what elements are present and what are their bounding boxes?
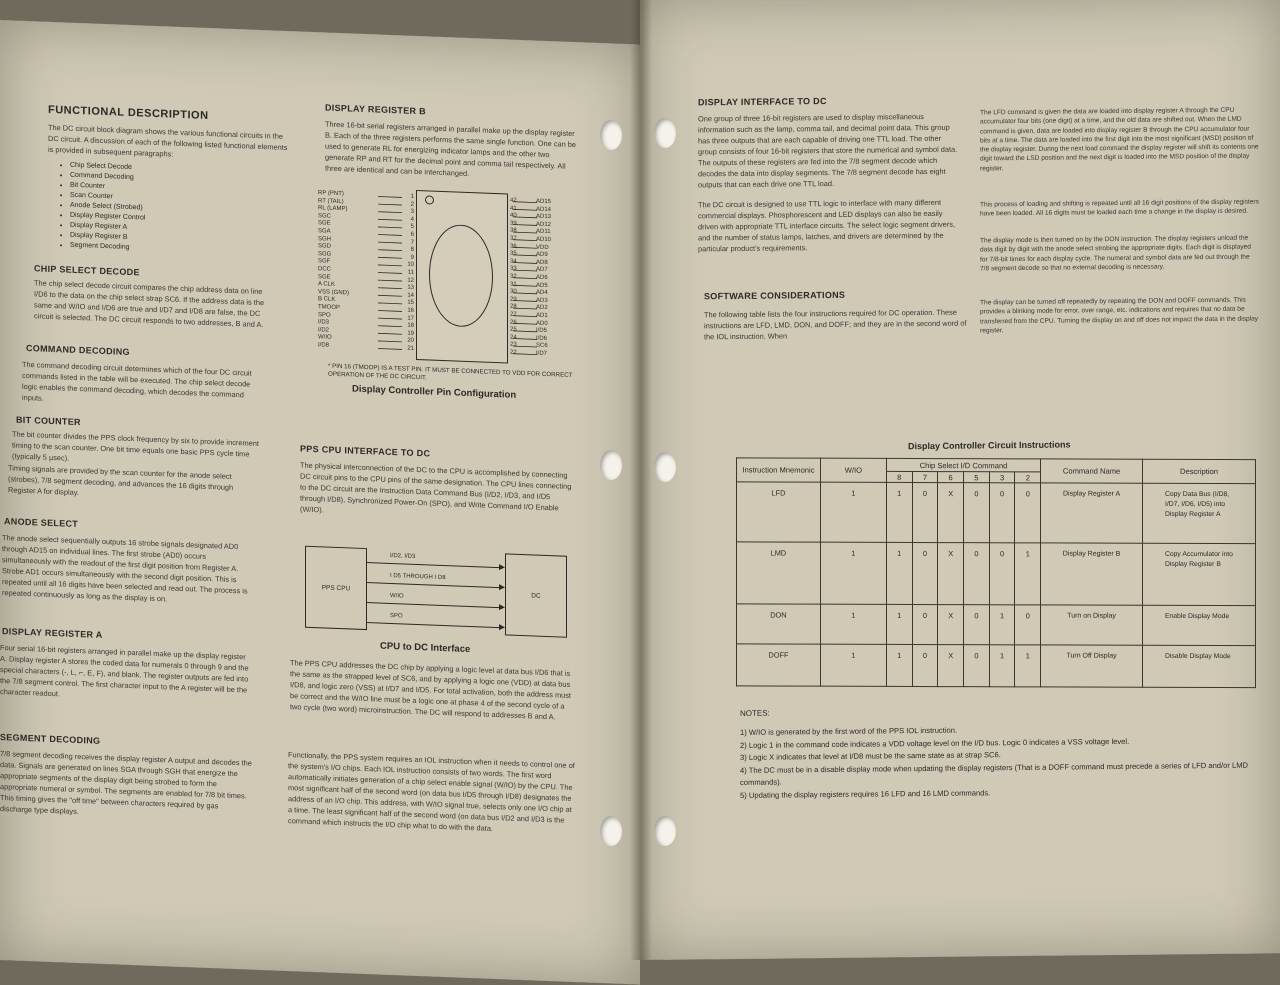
- pin-lead: [378, 257, 402, 258]
- bus-arrow: [366, 582, 499, 588]
- pin-label: AD0: [536, 320, 548, 327]
- display-interface-text: One group of three 16-bit registers are used to display miscellaneous information such as the lamp, comma tail, and decimal point data. This group has three outputs that are each capable of driving one TTL load. The other group consists of four 16-bit registers that store the numerical and symbol data. The outputs of these registers are fed into the 7/8 segment decode which decodes the data into display segments. The 7/8 segment decode has eight outputs that can each drive one TTL load.: [698, 112, 958, 190]
- arrow-head-icon: [499, 604, 505, 610]
- binder-hole-right-1: [654, 118, 676, 148]
- cell-mnemonic: LFD: [737, 482, 821, 542]
- pin-number: 33: [510, 265, 517, 273]
- lfd-description-text-3: The display mode is then turned on by the DON instruction. The display registers unload the data digit by digit with the anode select strobing the appropriate digits. Each digit is displayed for 7/8-bit times for each display cycle. The numeral and symbol data are fed out through the 7/8 segment decode so that no external decoding is necessary.: [980, 234, 1251, 273]
- instructions-table: [736, 457, 1256, 688]
- ic-package: [416, 190, 508, 364]
- pin-number: 2: [410, 201, 414, 208]
- display-register-a-text: Four serial 16-bit registers arranged in parallel make up the display register A. Display register A stores the coded data for numerals 0 through 9 and the special characters (-, L, ⌐, E, F), and blank. The register outputs are fed into the 7/8 segment control. The first character input to the A register will be the character readout.: [0, 643, 249, 699]
- chip-select-text: The chip select decode circuit compares the chip address data on line I/D6 to the data on the chip select strap SC6. If the address data is the same and W/IO and I/D6 are true and I/D7 and I/D8 are false, the DC circuit is selected. The DC circuit responds to two addresses, B and A.: [34, 278, 265, 330]
- pin-label: AD13: [536, 213, 552, 221]
- table-row: [737, 542, 1256, 606]
- pin-number: 17: [407, 315, 414, 322]
- list-item: • Bit Counter: [70, 181, 270, 199]
- pin-label: AD4: [536, 289, 548, 297]
- pin-number: 31: [510, 281, 517, 288]
- page-gutter: [630, 0, 652, 960]
- bit-counter-text: The bit counter divides the PPS clock frequency by six to provide increment timing to the scan counter. One bit time equals one basic PPS cycle time (typically 5 µsec).: [12, 429, 259, 463]
- pin-label: AD10: [536, 236, 552, 244]
- pin-label: SPO: [318, 311, 331, 319]
- pin-lead: [378, 333, 402, 334]
- header-bit: 7: [912, 471, 938, 482]
- command-decoding-heading: COMMAND DECODING: [26, 342, 130, 357]
- cell-command-name: Display Register B: [1041, 543, 1143, 605]
- display-interface-text-2: The DC circuit is designed to use TTL logic to interface with many different commercial displays. Phosphorescent and LED displays can also be easily driven with appropriate TTL interface circuits. The select logic segment drivers, and the number of status lamps, latches, and drivers are determined by the particular product's requirements.: [698, 197, 956, 254]
- pin-label: AD15: [536, 198, 552, 206]
- pin-footnote: * PIN 16 (TMOOP) IS A TEST PIN. IT MUST BE CONNECTED TO VDD FOR CORRECT OPERATION OF THE DC CIRCUIT.: [328, 362, 573, 382]
- pin-lead: [378, 197, 402, 198]
- pin-lead: [378, 212, 402, 213]
- header-bit: 2: [1015, 472, 1041, 483]
- binder-hole-right-3: [654, 816, 676, 846]
- cpu-to-dc-diagram: [305, 544, 580, 639]
- pin-label: AD14: [536, 206, 552, 213]
- pin-label: SGE: [318, 220, 331, 228]
- header-description: Description: [1142, 459, 1255, 483]
- binder-hole-left-1: [600, 120, 622, 150]
- bit-counter-heading: BIT COUNTER: [16, 414, 81, 428]
- pin-number: 11: [407, 269, 414, 276]
- header-bit: 3: [989, 472, 1015, 483]
- pin-label: VSS (GND): [318, 288, 350, 297]
- pin-number: 4: [410, 216, 414, 223]
- pin-lead: [513, 247, 537, 248]
- pin-number: 15: [407, 299, 414, 307]
- pin-number: 30: [510, 288, 517, 295]
- pin-label: AD8: [536, 259, 548, 266]
- bus-line: [366, 572, 505, 591]
- pin-number: 28: [510, 303, 517, 311]
- pin-number: 21: [407, 345, 414, 352]
- right-pin-labels: [536, 199, 586, 360]
- cell-bit: 0: [912, 604, 938, 644]
- pin-lead: [378, 242, 402, 243]
- cell-mnemonic: LMD: [737, 542, 821, 604]
- pin-label: I/D3: [318, 319, 330, 326]
- cell-bit: 0: [964, 483, 990, 543]
- bus-arrow: [366, 562, 499, 568]
- pin-lead: [513, 217, 537, 218]
- pin-lead: [378, 311, 402, 312]
- pin-number: 34: [510, 258, 517, 265]
- cell-bit: 1: [886, 644, 912, 686]
- pin-number: 7: [410, 239, 414, 246]
- cpu-to-dc-caption: CPU to DC Interface: [380, 640, 471, 656]
- cell-bit: 1: [886, 482, 912, 542]
- pin-label: SGF: [318, 258, 331, 266]
- cell-wio: 1: [820, 482, 886, 542]
- software-considerations-text: The following table lists the four instructions required for DC operation. These instructions are LFD, LMD, DON, and DOFF; and they are in the second word of the IOL instruction. When: [704, 307, 967, 342]
- segment-decoding-heading: SEGMENT DECODING: [0, 732, 101, 746]
- left-page: [0, 20, 640, 985]
- pin-lead: [513, 316, 537, 317]
- left-pin-leads: [378, 193, 416, 356]
- cell-bit: X: [938, 543, 964, 605]
- pin-label: A CLK: [318, 281, 336, 288]
- pin-number: 19: [407, 330, 414, 337]
- pin-lead: [378, 227, 402, 228]
- bus-line-label: SPO: [390, 612, 403, 620]
- cell-bit: 1: [886, 604, 912, 644]
- cell-bit: 0: [964, 605, 990, 645]
- pin-lead: [513, 255, 537, 256]
- list-item: • Anode Select (Strobed): [70, 201, 270, 219]
- bus-line-label: I D5 THROUGH I D8: [390, 572, 446, 582]
- cell-wio: 1: [820, 644, 886, 686]
- pin-number: 22: [510, 349, 517, 356]
- arrow-head-icon: [499, 564, 505, 570]
- instructions-body: [737, 482, 1256, 688]
- pin-label: I/D7: [536, 350, 548, 357]
- list-item: • Display Register Control: [70, 211, 270, 229]
- cell-bit: 0: [964, 645, 990, 687]
- note-item: 1) W/IO is generated by the first word of the PPS IOL instruction.: [740, 725, 958, 737]
- pin-number: 25: [510, 326, 517, 333]
- cell-bit: X: [938, 645, 964, 687]
- pin-label: AD2: [536, 304, 548, 312]
- pin-lead: [513, 232, 537, 233]
- pin-number: 26: [510, 319, 517, 326]
- pin-label: SGG: [318, 250, 332, 258]
- cell-description: Enable Display Mode: [1142, 605, 1255, 645]
- pin-label: SGC: [318, 212, 332, 220]
- bus-arrow: [366, 622, 499, 628]
- pin-number: 38: [510, 227, 517, 235]
- bus-line: [366, 612, 505, 631]
- binder-hole-left-2: [600, 450, 622, 480]
- right-pin-leads: [507, 197, 537, 360]
- header-chip-select: Chip Select I/D Command: [886, 458, 1040, 472]
- pin-lead: [513, 339, 537, 340]
- cell-bit: 1: [1015, 645, 1041, 687]
- pin-configuration-caption: Display Controller Pin Configuration: [352, 383, 517, 401]
- pin-configuration-diagram: [318, 182, 588, 372]
- segment-decoding-text: 7/8 segment decoding receives the display register A output and decodes the data. Signals are generated on lines SGA through SGH that energize the appropriate segments of the display digit being strobed to form the appropriate numeral or symbol. The segments are enabled for 7/8 bit times. This timing gives the "off time" between characters required by gas discharge type displays.: [0, 749, 252, 817]
- pin-label: AD6: [536, 274, 548, 281]
- pin-label: AD5: [536, 282, 548, 289]
- display-interface-heading: DISPLAY INTERFACE TO DC: [698, 96, 827, 108]
- pin-number: 32: [510, 273, 517, 280]
- bus-line: [366, 552, 505, 571]
- cell-mnemonic: DOFF: [737, 644, 821, 686]
- pin-lead: [513, 202, 537, 203]
- lfd-description-text-2: This process of loading and shifting is repeated until all 16 digit positions of the display registers have been loaded. All 16 digits must be loaded each time a change in the display is desired.: [980, 198, 1259, 218]
- pin-label: SC6: [536, 342, 548, 350]
- note-item: 4) The DC must be in a disable display mode when updating the display registers (That is a DOFF command must precede a series of LFD and/or LMD commands).: [740, 760, 1249, 787]
- notes-heading: NOTES:: [740, 708, 770, 718]
- pin-number: 3: [410, 208, 414, 216]
- cell-bit: 0: [912, 644, 938, 686]
- notes-list: [740, 721, 1265, 801]
- cell-bit: 0: [989, 543, 1015, 605]
- cell-wio: 1: [820, 542, 886, 604]
- pin-label: AD11: [536, 228, 551, 236]
- software-considerations-heading: SOFTWARE CONSIDERATIONS: [704, 289, 846, 302]
- pin-lead: [513, 278, 537, 279]
- header-instruction-mnemonic: Instruction Mnemonic: [737, 458, 821, 482]
- pin-lead: [513, 240, 537, 241]
- list-item: • Chip Select Decode: [70, 161, 270, 179]
- pin-lead: [378, 219, 402, 220]
- pin-number: 16: [407, 307, 414, 314]
- pin-lead: [513, 285, 537, 286]
- pin-lead: [378, 250, 402, 251]
- cell-bit: 0: [1015, 483, 1041, 543]
- cell-command-name: Turn Off Display: [1041, 645, 1143, 687]
- pin-label: VDD: [536, 244, 549, 251]
- pin-lead: [378, 204, 402, 205]
- cpu-to-dc-text-2: Functionally, the PPS system requires an IOL instruction when it needs to control one of the system's I/O chips. Each IOL instruction consists of two words. The first word automatically initiates generation of a chip select enable signal (W/IO) by the CPU. The most significant half of the second word (on data bus I/D5 through I/D8) designates the address of an I/O chip. This address, with W/IO signal true, selects only one I/O chip at a time. The least significant half of the second word (on data bus I/D2 and I/D3 is the command which instructs the I/O chip what to do with the data.: [288, 750, 575, 833]
- pin-number: 39: [510, 220, 517, 227]
- pin-label: I/D2: [318, 326, 330, 334]
- pin-label: I/D8: [318, 342, 330, 349]
- cell-wio: 1: [820, 604, 886, 644]
- pin-label: RL (LAMP): [318, 205, 348, 213]
- cell-bit: X: [938, 483, 964, 543]
- pin-label: AD3: [536, 297, 548, 304]
- pin-label: TMOOP: [318, 304, 340, 311]
- note-item: 2) Logic 1 in the command code indicates a VDD voltage level on the I/D bus. Logic 0 indicates a VSS voltage level.: [740, 736, 1130, 750]
- table-title: Display Controller Circuit Instructions: [908, 439, 1071, 452]
- note-item: 5) Updating the display registers requires 16 LFD and 16 LMD commands.: [740, 787, 991, 800]
- pin-label: RT (TAIL): [318, 197, 344, 205]
- pin-lead: [378, 265, 402, 266]
- pin-lead: [378, 280, 402, 281]
- cell-bit: 1: [989, 605, 1015, 645]
- arrow-head-icon: [499, 584, 505, 590]
- display-register-b-heading: DISPLAY REGISTER B: [325, 102, 426, 117]
- pin-number: 8: [410, 246, 414, 254]
- pin-lead: [378, 295, 402, 296]
- pin-label: SGH: [318, 235, 332, 243]
- pin-number: 24: [510, 334, 517, 341]
- header-wio: W/IO: [820, 458, 886, 482]
- bus-line-label: W/IO: [390, 592, 404, 600]
- pin-lead: [513, 293, 537, 294]
- cell-command-name: Display Register A: [1041, 483, 1143, 543]
- header-bit: 8: [886, 471, 912, 482]
- list-item: • Scan Counter: [70, 191, 270, 209]
- display-register-a-heading: DISPLAY REGISTER A: [2, 626, 103, 640]
- cell-bit: 1: [989, 645, 1015, 687]
- pin-number: 18: [407, 322, 414, 329]
- cell-bit: 1: [1015, 543, 1041, 605]
- pin-lead: [378, 303, 402, 304]
- pin-lead: [513, 323, 537, 324]
- pin-lead: [513, 209, 537, 210]
- pin-lead: [378, 326, 402, 327]
- bus-arrow: [366, 602, 499, 608]
- table-row: [737, 482, 1256, 544]
- list-item: • Display Register A: [70, 221, 270, 239]
- pin-lead: [378, 318, 402, 319]
- pin-number: 29: [510, 296, 517, 303]
- pin-number: 5: [410, 224, 414, 231]
- binder-hole-left-3: [600, 816, 622, 846]
- cell-description: Copy Data Bus (I/D8, I/D7, I/D6, I/D5) into Display Register A: [1142, 483, 1255, 543]
- pps-cpu-interface-heading: PPS CPU INTERFACE TO DC: [300, 443, 431, 459]
- bus-line-label: I/D2, I/D3: [390, 552, 416, 560]
- pin1-marker-icon: [425, 195, 434, 204]
- pin-number: 41: [510, 205, 517, 212]
- pin-label: I/D6: [536, 335, 548, 342]
- cell-bit: 0: [912, 482, 938, 542]
- pin-lead: [378, 273, 402, 274]
- pin-label: AD9: [536, 251, 548, 259]
- functional-intro: The DC circuit block diagram shows the various functional circuits in the DC circuit. A discussion of each of the following listed functional elements is provided in subsequent paragraphs:: [48, 122, 288, 159]
- note-item: 3) Logic X indicates that level at I/D8 must be the same state as at strap SC6.: [740, 750, 1001, 762]
- lfd-description-text: The LFD command is given the data are loaded into display register A through the CPU accumulator four bits (one digit) at a time, and the old data are shifted out. When the LMD command is given, data are loaded into display register B through the CPU accumulator four bits at a time. The data are loaded into the first digit into the most significant (MSD) position of the display register. During the next load command the display register will shift its contents one digit toward the LSD position and the next digit is loaded into the MSD position of the display register.: [980, 106, 1259, 173]
- pin-number: 1: [410, 193, 414, 200]
- pin-lead: [378, 235, 402, 236]
- header-bit: 6: [938, 472, 964, 483]
- pps-cpu-box: PPS CPU: [305, 546, 367, 630]
- lfd-description-text-4: The display can be turned off repeatedly by repeating the DON and DOFF commands. This provides a blinking mode for error, over range, etc. indications and requires that no data be transferred from the CPU. Turning the display on and off does not impact the data in the display register.: [980, 296, 1259, 335]
- table-row: [737, 604, 1256, 646]
- bus-lines: [366, 546, 505, 635]
- chip-select-heading: CHIP SELECT DECODE: [34, 263, 140, 278]
- pin-label: DCC: [318, 266, 331, 273]
- pin-number: 42: [510, 197, 517, 204]
- bus-line: [366, 592, 505, 611]
- pin-lead: [513, 301, 537, 302]
- pin-number: 9: [410, 254, 414, 261]
- pin-number: 10: [407, 261, 414, 269]
- pin-number: 13: [407, 284, 414, 292]
- pin-number: 35: [510, 250, 517, 258]
- pin-label: AD1: [536, 312, 548, 319]
- pps-cpu-interface-text: The physical interconnection of the DC to the CPU is accomplished by connecting DC circuit pins to the CPU pins of the same designation. The CPU lines connecting to the DC circuit are the Instruction Data Command Bus (I/D2, I/D3, and I/D5 through I/D8), Synchronized Power-On (SPO), and Write Command I/O Enable (W/IO).: [300, 460, 572, 515]
- pin-lead: [513, 354, 537, 355]
- pin-number: 27: [510, 311, 517, 318]
- header-bit: 5: [964, 472, 990, 483]
- list-item: • Command Decoding: [70, 171, 270, 189]
- pin-lead: [378, 349, 402, 350]
- pin-number: 23: [510, 341, 517, 349]
- pin-label: AD7: [536, 266, 548, 274]
- pin-lead: [513, 308, 537, 309]
- pin-label: SGE: [318, 273, 331, 281]
- pin-number: 14: [407, 292, 414, 299]
- anode-select-heading: ANODE SELECT: [4, 516, 79, 530]
- arrow-head-icon: [499, 624, 505, 630]
- dc-box: DC: [505, 553, 567, 637]
- pin-number: 12: [407, 277, 414, 284]
- cell-mnemonic: DON: [737, 604, 821, 644]
- pin-lead: [513, 225, 537, 226]
- cell-bit: 0: [964, 543, 990, 605]
- cell-description: Disable Display Mode: [1142, 645, 1255, 687]
- pin-lead: [378, 288, 402, 289]
- functional-description-heading: FUNCTIONAL DESCRIPTION: [48, 103, 209, 123]
- cell-command-name: Turn on Display: [1041, 605, 1143, 645]
- display-register-b-text: Three 16-bit serial registers arranged in parallel make up the display register B. Each of the three registers performs the same single function. One can be used to generate RL for energizing indicator lamps and the other two generate RP and RT for the decimal point and comma tail respectively. All three are identical and can be interchanged.: [325, 119, 577, 179]
- cell-bit: 0: [1015, 605, 1041, 645]
- pin-label: AD12: [536, 221, 552, 228]
- cell-bit: 0: [989, 483, 1015, 543]
- cell-bit: 1: [886, 542, 912, 604]
- right-page: [640, 0, 1280, 960]
- functional-element-list: [58, 160, 270, 258]
- cell-bit: 0: [912, 542, 938, 604]
- pin-label: SGA: [318, 228, 331, 235]
- pin-number: 20: [407, 337, 414, 345]
- pin-lead: [513, 346, 537, 347]
- pin-lead: [513, 270, 537, 271]
- binder-hole-right-2: [654, 452, 676, 482]
- ic-window-outline: [429, 223, 493, 327]
- pin-label: I/D5: [536, 327, 548, 335]
- pin-number: 37: [510, 235, 517, 242]
- pin-label: W/IO: [318, 334, 332, 342]
- list-item: • Segment Decoding: [70, 241, 270, 259]
- cpu-to-dc-text: The PPS CPU addresses the DC chip by applying a logic level at data bus I/D6 that is the same as the strapped level of SC6, and by applying a logic one (VDD) at data bus I/D8, and logic zero (VSS) at I/D7 and I/D5. For total activation, both the address must be correct and the W/IO line must be a logic one at phase 4 of the second cycle of a two cycle (two word) microinstruction. The DC will respond to addresses B and A.: [290, 658, 571, 722]
- pin-number: 36: [510, 243, 517, 250]
- pin-number: 6: [410, 231, 414, 238]
- cell-description: Copy Accumulator into Display Register B: [1142, 543, 1255, 605]
- bit-counter-text-2: Timing signals are provided by the scan counter for the anode select (strobes), 7/8 segment decoding, and advances the 16 digits through Register A for display.: [8, 463, 234, 498]
- left-pin-labels: [318, 190, 378, 352]
- header-command-name: Command Name: [1041, 459, 1143, 483]
- anode-select-text: The anode select sequentially outputs 16 strobe signals designated AD0 through AD15 on individual lines. The first strobe (AD0) occurs simultaneously with the readout of the first digit position from Register A. Strobe AD1 occurs simultaneously with the second digit position. This is repeated until all 16 digits have been selected and read out. The process is repeated continuously as long as the display is on.: [2, 533, 248, 604]
- cell-bit: X: [938, 605, 964, 645]
- pin-lead: [513, 263, 537, 264]
- pin-label: RP (PNT): [318, 190, 344, 198]
- list-item: • Display Register B: [70, 231, 270, 249]
- pin-lead: [378, 341, 402, 342]
- pin-label: B CLK: [318, 296, 336, 304]
- pin-number: 40: [510, 212, 517, 220]
- command-decoding-text: The command decoding circuit determines which of the four DC circuit commands listed in the table will be executed. The chip select decode logic enables the command decoding, which decodes the command inputs.: [22, 359, 252, 403]
- table-row: [737, 644, 1256, 688]
- pin-lead: [513, 331, 537, 332]
- pin-label: SGD: [318, 243, 332, 250]
